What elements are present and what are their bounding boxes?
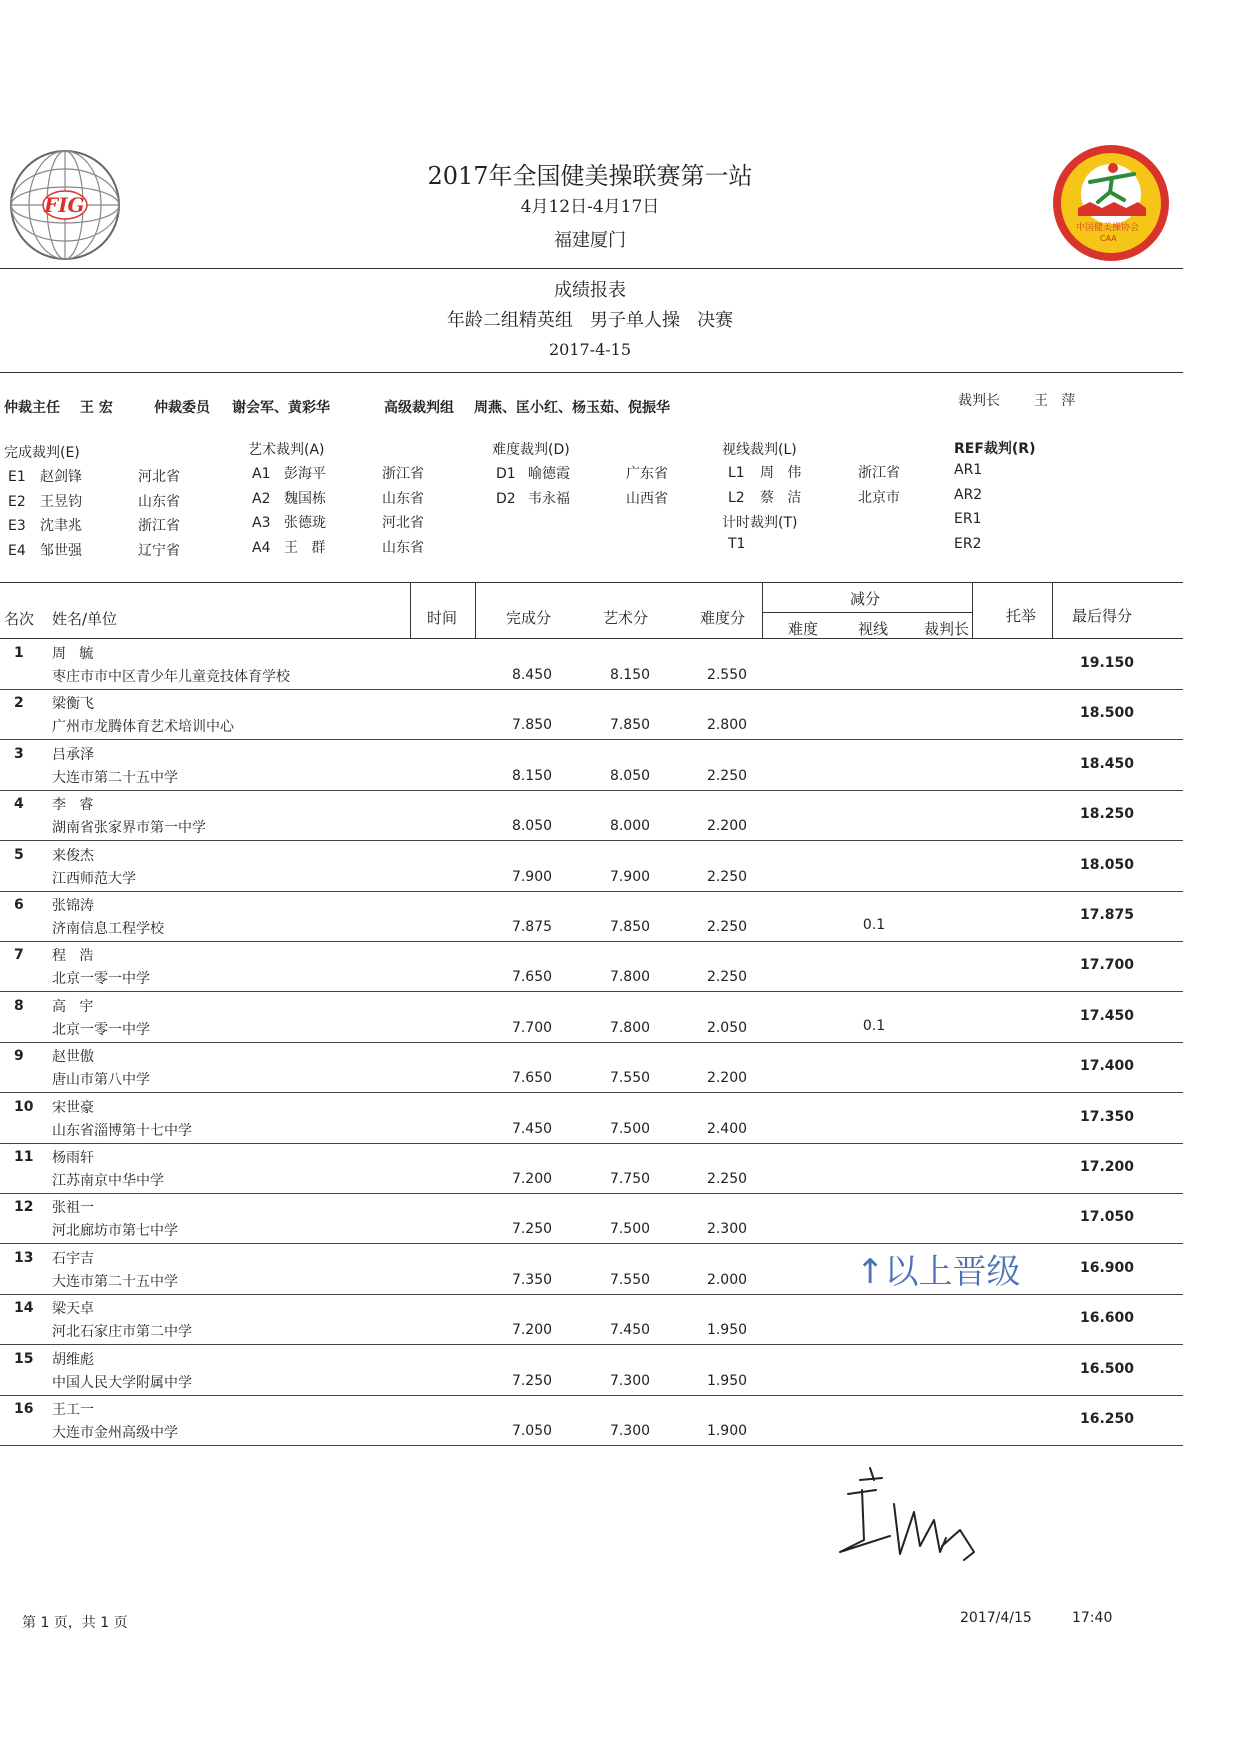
judge-name: 张德珑: [284, 515, 326, 531]
competition-title: 2017年全国健美操联赛第一站: [427, 162, 753, 190]
ref-judge-code: AR1: [954, 462, 983, 478]
artistic-score: 7.850: [609, 717, 651, 734]
chief-label: 仲裁主任: [4, 400, 60, 416]
judge-province: 浙江省: [858, 465, 900, 481]
athlete-unit: 大连市金州高级中学: [52, 1425, 178, 1441]
judge-code: D2: [496, 490, 516, 507]
artistic-score: 7.800: [609, 1019, 651, 1036]
artistic-score: 7.800: [609, 969, 651, 986]
header-artistic: 艺术分: [603, 609, 649, 627]
athlete-name: 梁天卓: [52, 1301, 94, 1318]
judge-province: 辽宁省: [138, 542, 180, 559]
rank-cell: 9: [14, 1048, 24, 1065]
judge-name: 周 伟: [760, 465, 802, 481]
execution-score: 8.050: [511, 818, 553, 835]
judge-code: E4: [8, 542, 26, 559]
header-ded-head: 裁判长: [924, 620, 970, 638]
judge-entry: [728, 536, 760, 552]
rank-cell: 14: [14, 1300, 34, 1317]
judge-name: 魏国栋: [284, 490, 326, 507]
header-deductions: 减分: [850, 590, 881, 608]
artistic-score: 7.850: [609, 919, 651, 935]
table-row: [0, 992, 1183, 1043]
athlete-unit: 广州市龙腾体育艺术培训中心: [52, 719, 234, 736]
header-difficulty: 难度分: [700, 609, 746, 627]
athlete-name: 吕承泽: [52, 746, 94, 763]
artistic-score: 7.500: [609, 1221, 651, 1238]
final-score: 17.200: [1080, 1159, 1135, 1175]
final-score: 16.500: [1080, 1360, 1135, 1377]
final-score: 17.700: [1080, 957, 1135, 974]
judge-code: E2: [8, 493, 26, 510]
difficulty-score: 2.300: [706, 1221, 748, 1238]
fig-logo-text: FIG: [44, 193, 85, 217]
col-divider: [1052, 582, 1053, 638]
execution-score: 8.150: [511, 767, 553, 784]
athlete-unit: 河北廊坊市第七中学: [52, 1223, 178, 1240]
rank-cell: 5: [14, 846, 24, 863]
head-judge-label: 裁判长: [958, 393, 1000, 409]
competition-dates: 4月12日-4月17日: [520, 197, 660, 217]
table-row: [0, 1395, 1183, 1446]
athlete-name: 王工一: [52, 1402, 94, 1418]
execution-score: 7.850: [511, 717, 553, 734]
table-row: [0, 1143, 1183, 1194]
athlete-name: 周 毓: [52, 646, 94, 662]
table-row: [0, 740, 1183, 791]
ref-label: REF裁判(R): [954, 441, 1036, 457]
final-score: 18.050: [1080, 856, 1135, 873]
difficulty-score: 2.400: [706, 1120, 748, 1137]
table-row: [0, 1345, 1183, 1396]
difficulty-label: 难度裁判(D): [492, 442, 570, 458]
judge-entry: [8, 466, 180, 486]
table-row: [0, 941, 1183, 992]
header-rank: 名次: [4, 610, 35, 628]
athlete-unit: 江苏南京中华中学: [52, 1173, 164, 1189]
athlete-name: 石宇吉: [52, 1250, 94, 1267]
ref-judge-code: ER1: [954, 511, 982, 527]
artistic-score: 7.500: [609, 1120, 651, 1137]
chief-name: 王 宏: [80, 400, 113, 416]
final-score: 17.400: [1080, 1058, 1135, 1075]
page-number: 第 1 页，共 1 页: [22, 1615, 128, 1631]
header-ded-difficulty: 难度: [788, 620, 819, 638]
athlete-unit: 山东省淄博第十七中学: [52, 1122, 192, 1139]
final-score: 18.450: [1080, 755, 1135, 772]
judge-name: 沈聿兆: [40, 518, 82, 534]
execution-score: 7.650: [511, 1070, 553, 1087]
rank-cell: 8: [14, 997, 24, 1014]
execution-score: 7.700: [511, 1019, 553, 1036]
signature: [830, 1460, 1000, 1574]
header-divider: [0, 268, 1183, 269]
artistic-score: 7.550: [609, 1070, 651, 1087]
difficulty-score: 2.200: [706, 818, 748, 835]
athlete-name: 张锦涛: [52, 898, 94, 914]
time-label: 计时裁判(T): [722, 515, 798, 531]
difficulty-score: 2.250: [706, 1171, 748, 1187]
committee-label: 仲裁委员: [154, 400, 210, 416]
difficulty-score: 1.950: [706, 1372, 748, 1389]
artistic-score: 7.900: [609, 868, 651, 885]
rank-cell: 4: [14, 796, 24, 813]
table-row: [0, 891, 1183, 942]
senior-label: 高级裁判组: [384, 400, 454, 416]
athlete-name: 杨雨轩: [52, 1150, 94, 1166]
judge-province: 浙江省: [382, 466, 424, 482]
committee-names: 谢会军、黄彩华: [232, 400, 330, 416]
report-title: 成绩报表: [554, 280, 626, 301]
final-score: 16.250: [1080, 1411, 1135, 1427]
execution-score: 7.250: [511, 1372, 553, 1389]
artistic-score: 7.300: [609, 1423, 651, 1439]
caa-logo-text: 中国健美操协会: [1076, 223, 1140, 233]
execution-score: 7.350: [511, 1271, 553, 1288]
difficulty-score: 2.250: [706, 969, 748, 986]
difficulty-score: 2.800: [706, 717, 748, 734]
athlete-unit: 唐山市第八中学: [52, 1072, 150, 1089]
judge-code: A1: [252, 466, 271, 482]
final-score: 17.450: [1080, 1007, 1135, 1024]
competition-location: 福建厦门: [554, 230, 626, 251]
difficulty-score: 1.900: [706, 1423, 748, 1439]
judge-code: A3: [252, 515, 271, 531]
athlete-name: 张祖一: [52, 1200, 94, 1217]
judge-entry: [8, 540, 180, 560]
athlete-unit: 大连市第二十五中学: [52, 769, 178, 786]
rank-cell: 16: [14, 1401, 34, 1417]
caa-logo-abbr: CAA: [1100, 234, 1117, 243]
judge-code: A4: [252, 539, 271, 556]
difficulty-score: 1.950: [706, 1322, 748, 1339]
execution-score: 7.050: [511, 1423, 553, 1439]
final-score: 16.600: [1080, 1310, 1135, 1327]
col-divider: [762, 582, 763, 638]
athlete-name: 胡维彪: [52, 1351, 94, 1368]
judge-code: D1: [496, 466, 516, 482]
judge-entry: [728, 487, 900, 507]
execution-score: 7.450: [511, 1120, 553, 1137]
rank-cell: 10: [14, 1098, 34, 1115]
judge-province: 山东省: [138, 493, 180, 510]
ref-judge-code: ER2: [954, 535, 982, 552]
judge-entry: [8, 515, 180, 535]
judge-name: 王 群: [284, 539, 326, 556]
judge-code: A2: [252, 490, 271, 507]
athlete-name: 宋世豪: [52, 1099, 94, 1116]
final-score: 17.350: [1080, 1108, 1135, 1125]
judge-entry: [252, 488, 424, 508]
judge-name: 王昱钧: [40, 493, 82, 510]
judge-code: E1: [8, 469, 26, 485]
table-row: [0, 1093, 1183, 1144]
athlete-unit: 北京一零一中学: [52, 1021, 150, 1038]
athlete-unit: 中国人民大学附属中学: [52, 1374, 192, 1391]
final-score: 19.150: [1080, 655, 1135, 671]
artistic-score: 8.000: [609, 818, 651, 835]
judge-entry: [252, 463, 424, 483]
athlete-name: 梁衡飞: [52, 696, 94, 713]
athlete-unit: 江西师范大学: [52, 870, 136, 887]
judge-code: E3: [8, 518, 26, 534]
athlete-name: 李 睿: [52, 797, 94, 814]
qualify-text: 以上晋级: [884, 1252, 1021, 1292]
judge-province: 河北省: [138, 469, 180, 485]
up-arrow-icon: ↑: [856, 1252, 885, 1292]
judge-name: 赵剑锋: [40, 469, 82, 485]
execution-score: 7.650: [511, 969, 553, 986]
difficulty-score: 2.250: [706, 767, 748, 784]
header-ded-line: 视线: [858, 620, 889, 638]
line-label: 视线裁判(L): [722, 442, 797, 458]
athlete-name: 高 宇: [52, 998, 94, 1015]
judge-entry: [8, 491, 180, 511]
table-row: [0, 689, 1183, 740]
header-time: 时间: [427, 609, 458, 627]
event-name: 年龄二组精英组 男子单人操 决赛: [446, 310, 734, 331]
judge-entry: [496, 463, 668, 483]
judge-province: 山西省: [626, 490, 668, 507]
difficulty-score: 2.050: [706, 1019, 748, 1036]
col-divider: [410, 582, 411, 638]
judge-province: 山东省: [382, 539, 424, 556]
execution-score: 7.200: [511, 1322, 553, 1339]
execution-score: 7.875: [511, 919, 553, 935]
col-divider: [972, 582, 973, 638]
rank-cell: 2: [14, 695, 24, 712]
execution-score: 7.200: [511, 1171, 553, 1187]
difficulty-score: 2.550: [706, 667, 748, 683]
print-time: 17:40: [1072, 1610, 1113, 1626]
header-name: 姓名/单位: [52, 610, 118, 628]
difficulty-score: 2.000: [706, 1271, 748, 1288]
execution-score: 7.250: [511, 1221, 553, 1238]
athlete-unit: 湖南省张家界市第一中学: [52, 820, 206, 837]
table-row: [0, 1294, 1183, 1345]
judge-name: 韦永福: [528, 490, 570, 507]
execution-score: 8.450: [511, 667, 553, 683]
table-row: [0, 639, 1183, 690]
artistic-score: 7.550: [609, 1271, 651, 1288]
table-row: [0, 1042, 1183, 1093]
judge-code: L1: [728, 465, 745, 481]
senior-names: 周燕、匡小红、杨玉茹、倪振华: [474, 400, 670, 416]
judge-code: L2: [728, 489, 745, 506]
print-date: 2017/4/15: [960, 1610, 1032, 1626]
deduction-header-divider: [762, 612, 972, 613]
athlete-name: 来俊杰: [52, 847, 94, 864]
judge-entry: [496, 488, 668, 508]
artistic-score: 8.150: [609, 667, 651, 683]
final-score: 17.875: [1080, 907, 1135, 923]
athlete-unit: 济南信息工程学校: [52, 921, 164, 937]
judge-province: 河北省: [382, 515, 424, 531]
execution-label: 完成裁判(E): [4, 445, 80, 461]
rank-cell: 13: [14, 1249, 34, 1266]
artistic-score: 7.300: [609, 1372, 651, 1389]
artistic-label: 艺术裁判(A): [248, 442, 325, 458]
judge-entry: [728, 462, 900, 482]
table-row: [0, 841, 1183, 892]
athlete-name: 赵世傲: [52, 1049, 94, 1066]
final-score: 17.050: [1080, 1209, 1135, 1226]
judge-name: 邹世强: [40, 542, 82, 559]
judge-entry: [252, 537, 424, 557]
artistic-score: 7.450: [609, 1322, 651, 1339]
judge-name: 彭海平: [284, 466, 326, 482]
header-final: 最后得分: [1072, 607, 1133, 625]
difficulty-score: 2.200: [706, 1070, 748, 1087]
line-deduction: 0.1: [862, 917, 886, 933]
judge-name: 蔡 洁: [760, 489, 802, 506]
artistic-score: 8.050: [609, 767, 651, 784]
athlete-name: 程 浩: [52, 948, 94, 965]
judge-province: 浙江省: [138, 518, 180, 534]
judge-province: 北京市: [858, 489, 900, 506]
rank-cell: 7: [14, 947, 24, 964]
rank-cell: 3: [14, 745, 24, 762]
judge-province: 广东省: [626, 466, 668, 482]
judge-name: 喻德霞: [528, 466, 570, 482]
artistic-score: 7.750: [609, 1171, 651, 1187]
ref-judge-code: AR2: [954, 486, 983, 503]
rank-cell: 12: [14, 1199, 34, 1216]
difficulty-score: 2.250: [706, 868, 748, 885]
report-date: 2017-4-15: [548, 340, 632, 359]
table-row: [0, 790, 1183, 841]
final-score: 18.500: [1080, 705, 1135, 722]
difficulty-score: 2.250: [706, 919, 748, 935]
head-judge-name: 王 萍: [1034, 393, 1076, 409]
judge-province: 山东省: [382, 490, 424, 507]
athlete-unit: 河北石家庄市第二中学: [52, 1324, 192, 1341]
judge-code: T1: [728, 536, 746, 552]
athlete-unit: 枣庄市市中区青少年儿童竞技体育学校: [52, 669, 290, 685]
rank-cell: 11: [14, 1149, 34, 1165]
col-divider: [475, 582, 476, 638]
rank-cell: 15: [14, 1350, 34, 1367]
header-lift: 托举: [1006, 607, 1037, 625]
rank-cell: 6: [14, 897, 24, 913]
final-score: 16.900: [1080, 1259, 1135, 1276]
execution-score: 7.900: [511, 868, 553, 885]
athlete-unit: 北京一零一中学: [52, 971, 150, 988]
table-row: [0, 1193, 1183, 1244]
judge-entry: [252, 512, 424, 532]
table-top-border: [0, 582, 1183, 583]
final-score: 18.250: [1080, 806, 1135, 823]
header-execution: 完成分: [506, 609, 552, 627]
officials-divider: [0, 372, 1183, 373]
qualify-annotation: [856, 1244, 1021, 1293]
rank-cell: 1: [14, 645, 24, 661]
athlete-unit: 大连市第二十五中学: [52, 1273, 178, 1290]
line-deduction: 0.1: [862, 1017, 886, 1034]
